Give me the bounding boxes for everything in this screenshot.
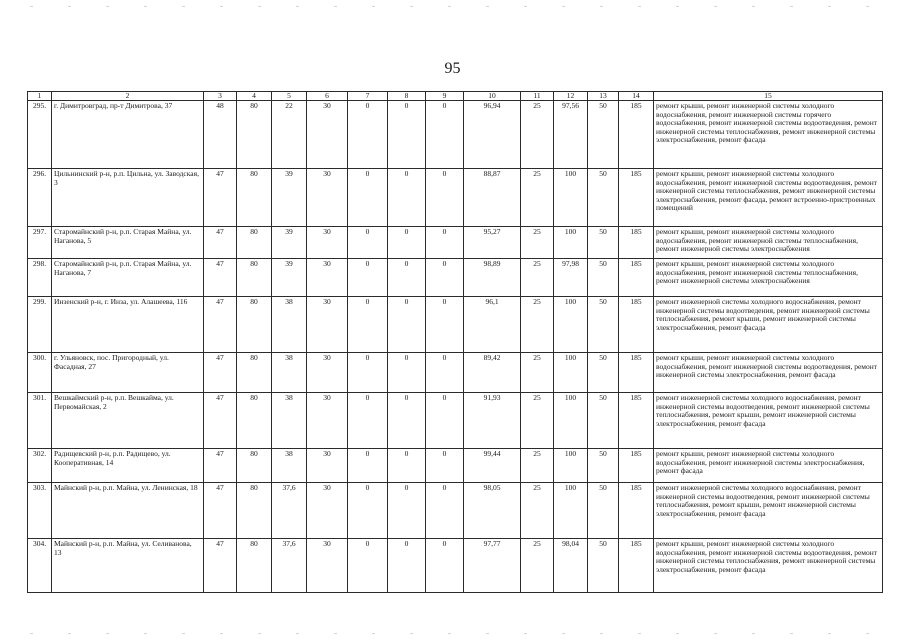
row-number: 296. <box>28 169 52 227</box>
cell-col7: 0 <box>348 539 388 593</box>
cell-col13: 50 <box>588 353 619 393</box>
cell-col14: 185 <box>619 353 654 393</box>
cell-col9: 0 <box>426 539 464 593</box>
works-cell: ремонт крыши, ремонт инженерной системы холодного водоснабжения, ремонт инженерной системы горячего водоснабжения, ремонт инженерной системы водоотведения, ремонт инженерной системы теплоснабжения, ремонт инженерной системы электроснабжения, ремонт фасада <box>654 101 883 169</box>
cell-col11: 25 <box>521 227 554 259</box>
col-header: 2 <box>52 92 204 101</box>
cell-col10: 98,05 <box>464 483 521 539</box>
cell-col10: 99,44 <box>464 449 521 483</box>
cell-col11: 25 <box>521 539 554 593</box>
cell-col13: 50 <box>588 227 619 259</box>
cell-col10: 98,89 <box>464 259 521 297</box>
address-cell: Старомайнский р-н, р.п. Старая Майна, ул. Наганова, 7 <box>52 259 204 297</box>
cell-col14: 185 <box>619 297 654 353</box>
cell-col3: 47 <box>204 353 237 393</box>
cell-col10: 91,93 <box>464 393 521 449</box>
cell-col4: 80 <box>237 259 272 297</box>
cell-col12: 100 <box>554 169 588 227</box>
cell-col10: 96,94 <box>464 101 521 169</box>
cell-col5: 39 <box>272 259 307 297</box>
cell-col7: 0 <box>348 393 388 449</box>
cell-col3: 48 <box>204 101 237 169</box>
cell-col3: 47 <box>204 483 237 539</box>
table-row <box>28 169 883 227</box>
cell-col14: 185 <box>619 483 654 539</box>
works-cell: ремонт крыши, ремонт инженерной системы холодного водоснабжения, ремонт инженерной системы водоотведения, ремонт инженерной системы электроснабжения, ремонт фасада <box>654 353 883 393</box>
registry-table <box>27 91 883 593</box>
cell-col10: 95,27 <box>464 227 521 259</box>
col-header: 13 <box>588 92 619 101</box>
cell-col7: 0 <box>348 353 388 393</box>
col-header: 6 <box>307 92 348 101</box>
cell-col12: 97,98 <box>554 259 588 297</box>
cell-col7: 0 <box>348 259 388 297</box>
cell-col7: 0 <box>348 169 388 227</box>
row-number: 300. <box>28 353 52 393</box>
cell-col13: 50 <box>588 169 619 227</box>
cell-col3: 47 <box>204 449 237 483</box>
cell-col13: 50 <box>588 449 619 483</box>
cell-col3: 47 <box>204 393 237 449</box>
cell-col4: 80 <box>237 449 272 483</box>
row-number: 302. <box>28 449 52 483</box>
cell-col10: 97,77 <box>464 539 521 593</box>
works-cell: ремонт крыши, ремонт инженерной системы холодного водоснабжения, ремонт инженерной системы теплоснабжения, ремонт инженерной системы электроснабжения <box>654 227 883 259</box>
address-cell: Старомайнский р-н, р.п. Старая Майна, ул. Наганова, 5 <box>52 227 204 259</box>
address-cell: Инзенский р-н, г. Инза, ул. Алашеева, 116 <box>52 297 204 353</box>
table-row <box>28 483 883 539</box>
col-header: 1 <box>28 92 52 101</box>
cell-col11: 25 <box>521 101 554 169</box>
cell-col10: 96,1 <box>464 297 521 353</box>
cell-col6: 30 <box>307 101 348 169</box>
cell-col9: 0 <box>426 169 464 227</box>
table-row <box>28 539 883 593</box>
row-number: 297. <box>28 227 52 259</box>
cell-col11: 25 <box>521 483 554 539</box>
cell-col6: 30 <box>307 539 348 593</box>
table-row <box>28 227 883 259</box>
col-header: 14 <box>619 92 654 101</box>
cell-col5: 37,6 <box>272 539 307 593</box>
cell-col8: 0 <box>388 169 426 227</box>
cell-col3: 47 <box>204 297 237 353</box>
cell-col12: 100 <box>554 297 588 353</box>
cell-col14: 185 <box>619 101 654 169</box>
cell-col12: 97,56 <box>554 101 588 169</box>
works-cell: ремонт крыши, ремонт инженерной системы холодного водоснабжения, ремонт инженерной системы теплоснабжения, ремонт инженерной системы электроснабжения <box>654 259 883 297</box>
cell-col9: 0 <box>426 483 464 539</box>
cell-col8: 0 <box>388 101 426 169</box>
cell-col4: 80 <box>237 353 272 393</box>
works-cell: ремонт крыши, ремонт инженерной системы холодного водоснабжения, ремонт инженерной системы электроснабжения, ремонт фасада <box>654 449 883 483</box>
cell-col9: 0 <box>426 101 464 169</box>
cell-col12: 100 <box>554 227 588 259</box>
col-header: 11 <box>521 92 554 101</box>
cell-col4: 80 <box>237 393 272 449</box>
address-cell: г. Ульяновск, пос. Пригородный, ул. Фасадная, 27 <box>52 353 204 393</box>
works-cell: ремонт инженерной системы холодного водоснабжения, ремонт инженерной системы водоотведения, ремонт инженерной системы теплоснабжения, ремонт крыши, ремонт инженерной системы электроснабжения, ремонт фасада <box>654 297 883 353</box>
address-cell: г. Димитровград, пр-т Димитрова, 37 <box>52 101 204 169</box>
address-cell: Майнский р-н, р.п. Майна, ул. Селиванова, 13 <box>52 539 204 593</box>
cell-col8: 0 <box>388 353 426 393</box>
cell-col11: 25 <box>521 259 554 297</box>
cell-col5: 38 <box>272 449 307 483</box>
cell-col5: 39 <box>272 169 307 227</box>
cell-col6: 30 <box>307 483 348 539</box>
cell-col3: 47 <box>204 259 237 297</box>
table-row <box>28 259 883 297</box>
cell-col11: 25 <box>521 449 554 483</box>
cell-col14: 185 <box>619 227 654 259</box>
cell-col13: 50 <box>588 101 619 169</box>
cell-col5: 22 <box>272 101 307 169</box>
cell-col14: 185 <box>619 539 654 593</box>
cell-col12: 100 <box>554 483 588 539</box>
address-cell: Майнский р-н, р.п. Майна, ул. Ленинская, 18 <box>52 483 204 539</box>
cell-col8: 0 <box>388 259 426 297</box>
cell-col9: 0 <box>426 449 464 483</box>
cell-col13: 50 <box>588 539 619 593</box>
header-row <box>28 92 883 101</box>
cell-col7: 0 <box>348 297 388 353</box>
row-number: 303. <box>28 483 52 539</box>
cell-col6: 30 <box>307 259 348 297</box>
cell-col5: 39 <box>272 227 307 259</box>
scan-edge-top <box>30 6 880 7</box>
cell-col6: 30 <box>307 169 348 227</box>
col-header: 8 <box>388 92 426 101</box>
cell-col7: 0 <box>348 483 388 539</box>
cell-col12: 100 <box>554 393 588 449</box>
cell-col14: 185 <box>619 449 654 483</box>
row-number: 301. <box>28 393 52 449</box>
cell-col6: 30 <box>307 353 348 393</box>
cell-col10: 89,42 <box>464 353 521 393</box>
cell-col8: 0 <box>388 393 426 449</box>
col-header: 10 <box>464 92 521 101</box>
cell-col9: 0 <box>426 297 464 353</box>
page-number: 95 <box>444 60 461 77</box>
row-number: 298. <box>28 259 52 297</box>
address-cell: Цильнинский р-н, р.п. Цильна, ул. Заводская, 3 <box>52 169 204 227</box>
works-cell: ремонт инженерной системы холодного водоснабжения, ремонт инженерной системы водоотведения, ремонт инженерной системы теплоснабжения, ремонт крыши, ремонт инженерной системы электроснабжения, ремонт фасада <box>654 393 883 449</box>
row-number: 304. <box>28 539 52 593</box>
cell-col4: 80 <box>237 101 272 169</box>
cell-col7: 0 <box>348 449 388 483</box>
table-row <box>28 297 883 353</box>
cell-col11: 25 <box>521 169 554 227</box>
cell-col4: 80 <box>237 297 272 353</box>
cell-col4: 80 <box>237 483 272 539</box>
cell-col6: 30 <box>307 393 348 449</box>
table-row <box>28 101 883 169</box>
works-cell: ремонт крыши, ремонт инженерной системы холодного водоснабжения, ремонт инженерной системы водоотведения, ремонт инженерной системы теплоснабжения, ремонт инженерной системы электроснабжения, ремонт фасада <box>654 539 883 593</box>
row-number: 299. <box>28 297 52 353</box>
cell-col12: 100 <box>554 353 588 393</box>
table-body <box>28 101 883 593</box>
cell-col8: 0 <box>388 297 426 353</box>
table-row <box>28 393 883 449</box>
cell-col3: 47 <box>204 227 237 259</box>
cell-col14: 185 <box>619 259 654 297</box>
table-row <box>28 353 883 393</box>
cell-col3: 47 <box>204 169 237 227</box>
cell-col14: 185 <box>619 393 654 449</box>
cell-col11: 25 <box>521 353 554 393</box>
col-header: 3 <box>204 92 237 101</box>
cell-col7: 0 <box>348 227 388 259</box>
cell-col13: 50 <box>588 297 619 353</box>
cell-col13: 50 <box>588 483 619 539</box>
cell-col5: 38 <box>272 353 307 393</box>
cell-col12: 100 <box>554 449 588 483</box>
cell-col8: 0 <box>388 449 426 483</box>
cell-col7: 0 <box>348 101 388 169</box>
col-header: 5 <box>272 92 307 101</box>
cell-col9: 0 <box>426 353 464 393</box>
cell-col6: 30 <box>307 449 348 483</box>
col-header: 9 <box>426 92 464 101</box>
cell-col4: 80 <box>237 227 272 259</box>
cell-col8: 0 <box>388 483 426 539</box>
scan-edge-bottom <box>30 633 880 634</box>
col-header: 4 <box>237 92 272 101</box>
row-number: 295. <box>28 101 52 169</box>
cell-col11: 25 <box>521 393 554 449</box>
works-cell: ремонт инженерной системы холодного водоснабжения, ремонт инженерной системы водоотведения, ремонт инженерной системы теплоснабжения, ремонт крыши, ремонт инженерной системы электроснабжения, ремонт фасада <box>654 483 883 539</box>
cell-col9: 0 <box>426 393 464 449</box>
cell-col12: 98,04 <box>554 539 588 593</box>
cell-col6: 30 <box>307 297 348 353</box>
cell-col6: 30 <box>307 227 348 259</box>
address-cell: Вешкаймский р-н, р.п. Вешкайма, ул. Первомайская, 2 <box>52 393 204 449</box>
cell-col5: 38 <box>272 297 307 353</box>
address-cell: Радищевский р-н, р.п. Радищево, ул. Кооперативная, 14 <box>52 449 204 483</box>
cell-col9: 0 <box>426 227 464 259</box>
col-header: 12 <box>554 92 588 101</box>
works-cell: ремонт крыши, ремонт инженерной системы холодного водоснабжения, ремонт инженерной системы водоотведения, ремонт инженерной системы теплоснабжения, ремонт инженерной системы электроснабжения, ремонт фасада, ремонт встроенно-пристроенных помещений <box>654 169 883 227</box>
cell-col10: 88,87 <box>464 169 521 227</box>
cell-col8: 0 <box>388 227 426 259</box>
col-header: 15 <box>654 92 883 101</box>
cell-col5: 38 <box>272 393 307 449</box>
cell-col11: 25 <box>521 297 554 353</box>
cell-col4: 80 <box>237 539 272 593</box>
cell-col3: 47 <box>204 539 237 593</box>
table-row <box>28 449 883 483</box>
cell-col14: 185 <box>619 169 654 227</box>
cell-col5: 37,6 <box>272 483 307 539</box>
col-header: 7 <box>348 92 388 101</box>
cell-col4: 80 <box>237 169 272 227</box>
cell-col13: 50 <box>588 259 619 297</box>
cell-col8: 0 <box>388 539 426 593</box>
cell-col9: 0 <box>426 259 464 297</box>
cell-col13: 50 <box>588 393 619 449</box>
